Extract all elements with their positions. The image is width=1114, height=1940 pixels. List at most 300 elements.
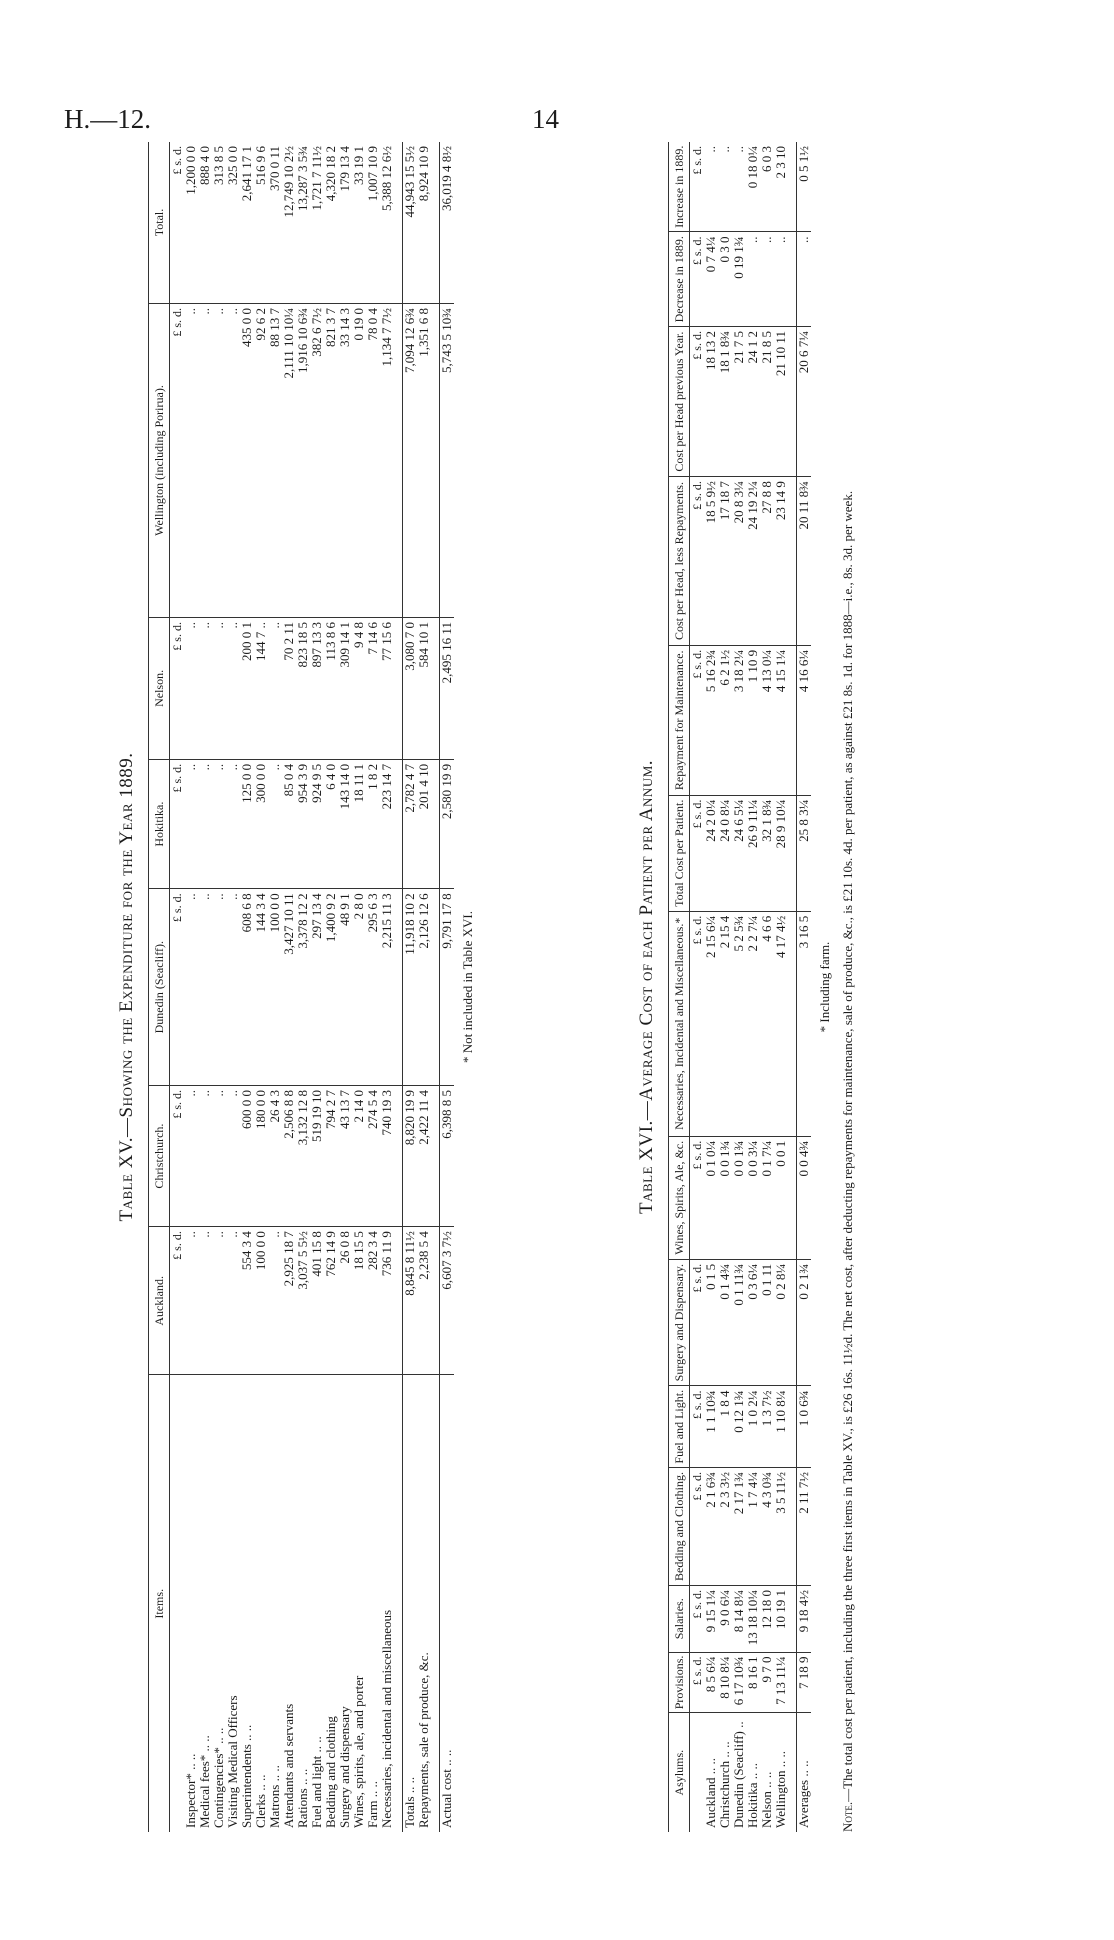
table-cell: 0 3 6¼ [746,1259,760,1386]
table-cell: 821 3 7 [324,303,338,617]
table-cell: .. [226,889,240,1086]
column-header: Provisions. [669,1652,690,1713]
table-cell: .. [198,1085,212,1226]
table-cell: 274 5 4 [366,1085,380,1226]
table-cell: 20 8 3¼ [732,477,746,646]
table-cell: 8 14 8¼ [732,1586,746,1653]
table-cell: .. [760,232,774,327]
table-xv-footnote: * Not included in Table XVI. [460,911,475,1063]
table-cell: 5 2 5¾ [732,911,746,1136]
table-cell: 0 1 7¼ [760,1136,774,1259]
table-row [310,142,324,1832]
table-cell: 18 13 2 [704,327,718,477]
table-cell: 24 6 5¼ [732,795,746,911]
column-header: Christchurch. [149,1085,170,1226]
table-cell: 2,641 17 1 [240,142,254,303]
row-label: Surgery and dispensary [337,1706,352,1828]
table-cell: 0 2 8¼ [774,1259,788,1386]
table-cell: 1 7 4¼ [746,1467,760,1585]
table-cell: 6,607 3 7½ [440,1227,455,1375]
table-cell: .. [184,1085,198,1226]
table-cell: 9,791 17 8 [440,889,455,1086]
unit-label: £ s. d. [690,1586,705,1653]
table-cell: 0 19 1¾ [732,232,746,327]
table-cell: 2 17 1¾ [732,1467,746,1585]
table-cell: 0 0 3¼ [746,1136,760,1259]
table-cell: 3 18 2¼ [732,645,746,795]
table-cell: 6 4 0 [324,759,338,889]
table-cell: 584 10 1 [417,618,431,760]
table-cell: 313 8 5 [212,142,226,303]
table-cell: 1 10 9 [746,645,760,795]
table-cell: 11,918 10 2 [403,889,418,1086]
row-label: Medical fees* .. .. [197,1735,212,1828]
table-cell: 0 18 0¼ [746,142,760,232]
table-cell: .. [226,759,240,889]
table-cell: 6 0 3 [760,142,774,232]
table-cell: 20 6 7¼ [797,327,812,477]
table-row [760,142,774,1832]
table-xv-section [116,142,476,1832]
row-label: Nelson .. .. [759,1771,774,1828]
table-cell: .. [704,142,718,232]
table-cell: 1 8 2 [366,759,380,889]
table-cell: 21 10 11 [774,327,788,477]
table-cell: 6 2 1½ [718,645,732,795]
table-cell: 9 15 1¼ [704,1586,718,1653]
table-cell: 24 19 2¼ [746,477,760,646]
row-label: Attendants and servants [281,1703,296,1828]
table-cell: 2 8 0 [352,889,366,1086]
table-cell: 223 14 7 [380,759,394,889]
column-header: Repayment for Maintenance. [669,645,690,795]
table-cell: 2 14 0 [352,1085,366,1226]
row-label: Inspector* .. .. [183,1753,198,1828]
table-cell: 2 11 7½ [797,1467,812,1585]
row-label: Clerks .. .. [253,1774,268,1828]
table-row [226,142,240,1832]
unit-label: £ s. d. [690,327,705,477]
row-label: Fuel and light .. .. [309,1736,324,1828]
table-cell: .. [797,232,812,327]
table-cell: 144 7 .. [254,618,268,760]
unit-label: £ s. d. [690,1467,705,1585]
table-cell: 33 14 3 [338,303,352,617]
table-cell: 143 14 0 [338,759,352,889]
table-row [746,142,760,1832]
table-cell: 8 10 8¼ [718,1652,732,1713]
table-row [184,142,198,1832]
table-cell: 4,320 18 2 [324,142,338,303]
table-cell: 180 0 0 [254,1085,268,1226]
table-cell: 144 3 4 [254,889,268,1086]
table-cell: 4 6 6 [760,911,774,1136]
table-cell: 1 8 4 [718,1386,732,1467]
table-cell: 1 0 6¾ [797,1386,812,1467]
table-cell: 2 3 3½ [718,1467,732,1585]
table-cell: .. [184,889,198,1086]
table-cell: 0 0 1¾ [718,1136,732,1259]
table-cell: 32 1 8¾ [760,795,774,911]
table-cell: 1,200 0 0 [184,142,198,303]
table-cell: .. [732,142,746,232]
unit-label: £ s. d. [690,911,705,1136]
table-cell: 2,126 12 6 [417,889,431,1086]
table-cell: 0 1 4¾ [718,1259,732,1386]
column-header: Necessaries, Incidental and Miscellaneous.* [669,911,690,1136]
table-cell: 100 0 0 [254,1227,268,1375]
table-cell: 26 9 11¼ [746,795,760,911]
table-row [366,142,380,1832]
rotated-content [116,142,996,1832]
table-cell: 0 1 11¾ [732,1259,746,1386]
table-row [212,142,226,1832]
column-header: Items. [149,1375,170,1832]
table-cell: 9 0 6¼ [718,1586,732,1653]
table-cell: .. [212,1227,226,1375]
table-cell: 70 2 11 [282,618,296,760]
table-cell: 282 3 4 [366,1227,380,1375]
table-cell: 85 0 4 [282,759,296,889]
table-cell: 435 0 0 [240,303,254,617]
expenditure-table [148,142,454,1832]
table-cell: 8,845 8 11½ [403,1227,418,1375]
table-cell: 5 16 2¾ [704,645,718,795]
table-cell: 13 18 10¼ [746,1586,760,1653]
table-cell: 7 13 11¼ [774,1652,788,1713]
table-cell: .. [226,303,240,617]
table-cell: 0 0 1 [774,1136,788,1259]
unit-label: £ s. d. [170,618,185,760]
table-cell: .. [212,759,226,889]
table-cell: 12 18 0 [760,1586,774,1653]
table-row [774,142,788,1832]
table-cell: 9 18 4½ [797,1586,812,1653]
table-cell: .. [268,618,282,760]
table-cell: 3,378 12 2 [296,889,310,1086]
row-label: Wellington .. .. [773,1751,788,1828]
table-cell: .. [774,232,788,327]
column-header: Cost per Head, less Repayments. [669,477,690,646]
column-header: Auckland. [149,1227,170,1375]
table-cell: 8 16 1 [746,1652,760,1713]
table-cell: 9 7 0 [760,1652,774,1713]
table-cell: 1,721 7 11½ [310,142,324,303]
row-label: Wines, spirits, ale, and porter [351,1675,366,1828]
table-row [704,142,718,1832]
table-cell: 0 1 5 [704,1259,718,1386]
table-cell: 88 13 7 [268,303,282,617]
table-cell: 18 15 5 [352,1227,366,1375]
table-cell: 8,820 19 9 [403,1085,418,1226]
table-row [338,142,352,1832]
table-cell: 201 4 10 [417,759,431,889]
table-cell: .. [212,1085,226,1226]
table-cell: 954 3 9 [296,759,310,889]
table-cell: 125 0 0 [240,759,254,889]
table-cell: 2 15 4 [718,911,732,1136]
table-cell: 1 1 10¾ [704,1386,718,1467]
unit-label: £ s. d. [690,142,705,232]
unit-label: £ s. d. [690,1386,705,1467]
table-cell: .. [268,759,282,889]
unit-label: £ s. d. [690,232,705,327]
column-header: Nelson. [149,618,170,760]
table-row [324,142,338,1832]
table-cell: 9 4 8 [352,618,366,760]
table-cell: 28 9 10¼ [774,795,788,911]
table-cell: 0 2 1¾ [797,1259,812,1386]
column-header: Total. [149,142,170,303]
table-row [198,142,212,1832]
table-cell: 6,398 8 5 [440,1085,455,1226]
table-cell: 1,134 7 7½ [380,303,394,617]
table-cell: .. [226,618,240,760]
table-cell: .. [198,303,212,617]
table-row [352,142,366,1832]
column-header: Salaries. [669,1586,690,1653]
table-cell: 26 0 8 [338,1227,352,1375]
table-cell: 113 8 6 [324,618,338,760]
column-header: Total Cost per Patient. [669,795,690,911]
table-row [380,142,394,1832]
table-cell: 6 17 10¾ [732,1652,746,1713]
table-cell: 26 4 3 [268,1085,282,1226]
column-header: Hokitika. [149,759,170,889]
table-row [282,142,296,1832]
row-label: Necessaries, incidental and miscellaneous [379,1609,394,1828]
page-header-left: H.—12. [64,104,151,134]
table-cell: 554 3 4 [240,1227,254,1375]
table-cell: 325 0 0 [226,142,240,303]
table-cell: 77 15 6 [380,618,394,760]
table-cell: .. [212,889,226,1086]
table-cell: 0 12 1¾ [732,1386,746,1467]
table-row [718,142,732,1832]
table-cell: 44,943 15 5½ [403,142,418,303]
table-cell: 2,580 19 9 [440,759,455,889]
table-cell: .. [718,142,732,232]
column-header: Wellington (including Porirua). [149,303,170,617]
table-cell: 2,925 18 7 [282,1227,296,1375]
table-row [417,142,431,1832]
row-label: Hokitika .. .. [745,1763,760,1828]
page-number: 14 [532,104,559,134]
table-cell: 25 8 3¼ [797,795,812,911]
unit-label: £ s. d. [690,1259,705,1386]
table-cell: 7 18 9 [797,1652,812,1713]
table-cell: 1,007 10 9 [366,142,380,303]
table-row [732,142,746,1832]
table-cell: 1,400 9 2 [324,889,338,1086]
table-cell: 2 3 10 [774,142,788,232]
average-cost-table [668,142,811,1832]
table-cell: 0 1 11 [760,1259,774,1386]
table-cell: 2,782 4 7 [403,759,418,889]
table-row [254,142,268,1832]
table-cell: 897 13 3 [310,618,324,760]
table-cell: 295 6 3 [366,889,380,1086]
table-cell: .. [268,1227,282,1375]
table-cell: 736 11 9 [380,1227,394,1375]
table-cell: .. [198,889,212,1086]
table-cell: 2,215 11 3 [380,889,394,1086]
row-label: Auckland .. .. [703,1757,718,1828]
table-cell: 3,132 12 8 [296,1085,310,1226]
table-cell: 4 16 6¼ [797,645,812,795]
table-cell: .. [212,618,226,760]
table-cell: .. [184,303,198,617]
table-cell: .. [184,1227,198,1375]
table-cell: 8 5 6¼ [704,1652,718,1713]
row-label: Superintendents .. .. [239,1724,254,1828]
table-cell: 0 1 0¼ [704,1136,718,1259]
table-cell: 1,916 10 6¾ [296,303,310,617]
table-row [296,142,310,1832]
table-cell: 2,495 16 11 [440,618,455,760]
table-cell: 1 3 7½ [760,1386,774,1467]
table-cell: 370 0 11 [268,142,282,303]
table-row [403,142,418,1832]
column-header: Wines, Spirits, Ale, &c. [669,1136,690,1259]
table-cell: .. [198,1227,212,1375]
unit-label: £ s. d. [170,759,185,889]
unit-label: £ s. d. [170,1085,185,1226]
table-cell: 17 18 7 [718,477,732,646]
table-cell: 10 19 1 [774,1586,788,1653]
table-cell: 7,094 12 6¾ [403,303,418,617]
table-cell: 21 7 5 [732,327,746,477]
table-cell: 24 2 0¼ [704,795,718,911]
column-header: Cost per Head previous Year. [669,327,690,477]
table-cell: 300 0 0 [254,759,268,889]
table-cell: 4 15 1¼ [774,645,788,795]
table-cell: .. [212,303,226,617]
row-label: Visiting Medical Officers [225,1695,240,1828]
table-cell: 5,388 12 6½ [380,142,394,303]
table-cell: 401 15 8 [310,1227,324,1375]
table-cell: 1 10 8¼ [774,1386,788,1467]
table-cell: 519 19 10 [310,1085,324,1226]
table-cell: 3 16 5 [797,911,812,1136]
table-cell: 179 13 4 [338,142,352,303]
table-cell: .. [198,618,212,760]
column-header: Increase in 1889. [669,142,690,232]
unit-label: £ s. d. [690,477,705,646]
table-cell: 8,924 10 9 [417,142,431,303]
table-cell: 2 15 6¼ [704,911,718,1136]
row-label: Matrons .. .. [267,1765,282,1828]
table-cell: 18 1 8¾ [718,327,732,477]
unit-label: £ s. d. [690,1136,705,1259]
table-cell: 0 19 0 [352,303,366,617]
table-cell: 92 6 2 [254,303,268,617]
table-cell: 3,427 10 11 [282,889,296,1086]
table-cell: 4 3 0¾ [760,1467,774,1585]
table-cell: .. [226,1227,240,1375]
unit-label: £ s. d. [170,1227,185,1375]
column-header: Surgery and Dispensary. [669,1259,690,1386]
table-row [268,142,282,1832]
table-cell: 823 18 5 [296,618,310,760]
table-cell: 0 7 4¼ [704,232,718,327]
table-cell: 5,743 5 10¾ [440,303,455,617]
row-label: Rations .. .. [295,1768,310,1828]
table-cell: 4 17 4½ [774,911,788,1136]
table-cell: 762 14 9 [324,1227,338,1375]
table-cell: 924 9 5 [310,759,324,889]
table-cell: 2,422 11 4 [417,1085,431,1226]
table-cell: 309 14 1 [338,618,352,760]
table-xv-title: Table XV.—Showing the Expenditure for the Year 1889. [116,752,137,1222]
row-label: Totals .. .. [403,1375,418,1832]
table-cell: 48 9 1 [338,889,352,1086]
table-cell: 2 2 7¼ [746,911,760,1136]
table-cell: 0 0 1¾ [732,1136,746,1259]
table-cell: 20 11 8¾ [797,477,812,646]
table-cell: 2 1 6¾ [704,1467,718,1585]
table-cell: 516 9 6 [254,142,268,303]
unit-label [170,1375,185,1832]
column-header: Asylums. [669,1713,690,1832]
table-cell: 0 0 4¾ [797,1136,812,1259]
row-label: Bedding and clothing [323,1716,338,1828]
row-label: Actual cost .. .. [440,1375,455,1832]
table-cell: 43 13 7 [338,1085,352,1226]
row-label: Christchurch .. .. [717,1741,732,1828]
table-cell: 13,287 3 5¾ [296,142,310,303]
table-row [797,142,812,1832]
table-cell: 33 19 1 [352,142,366,303]
unit-label: £ s. d. [170,303,185,617]
table-cell: 78 0 4 [366,303,380,617]
row-label: Dunedin (Seacliff) .. [731,1721,746,1828]
table-xvi-note: Note.—The total cost per patient, including the three first items in Table XV., is £26 16s. 11½d. The net cost, after deducting repayments for maintenance, sale of produce, &c., is £21 10s. 4d. per patient, as against £21 8s. 1d. for 1888—i.e., 8s. 3d. per week. [840,490,855,1832]
table-cell: 888 4 0 [198,142,212,303]
table-xvi-title: Table XVI.—Average Cost of each Patient per Annum. [636,759,657,1215]
table-cell: .. [746,232,760,327]
unit-label: £ s. d. [170,889,185,1086]
unit-label: £ s. d. [690,645,705,795]
table-cell: 7 14 6 [366,618,380,760]
column-header: Fuel and Light. [669,1386,690,1467]
column-header: Bedding and Clothing. [669,1467,690,1585]
table-cell: 3,037 5 5½ [296,1227,310,1375]
table-cell: 2,111 10 10¼ [282,303,296,617]
row-label: Averages .. .. [797,1713,812,1832]
table-cell: 18 5 9½ [704,477,718,646]
table-cell: 0 5 1½ [797,142,812,232]
table-cell: 4 13 0¼ [760,645,774,795]
column-header: Dunedin (Seacliff). [149,889,170,1086]
table-row [440,142,455,1832]
column-header: Decrease in 1889. [669,232,690,327]
table-cell: 2,506 8 8 [282,1085,296,1226]
table-xvi-section [636,142,857,1832]
table-cell: .. [226,1085,240,1226]
table-xvi-footnote: * Including farm. [817,941,832,1033]
table-cell: 3,080 7 0 [403,618,418,760]
table-cell: 24 1 2 [746,327,760,477]
table-cell: 600 0 0 [240,1085,254,1226]
unit-label: £ s. d. [690,795,705,911]
table-cell: 382 6 7½ [310,303,324,617]
table-cell: 23 14 9 [774,477,788,646]
table-cell: 27 8 8 [760,477,774,646]
table-cell: 24 0 8¼ [718,795,732,911]
table-cell: 740 19 3 [380,1085,394,1226]
table-cell: 297 13 4 [310,889,324,1086]
